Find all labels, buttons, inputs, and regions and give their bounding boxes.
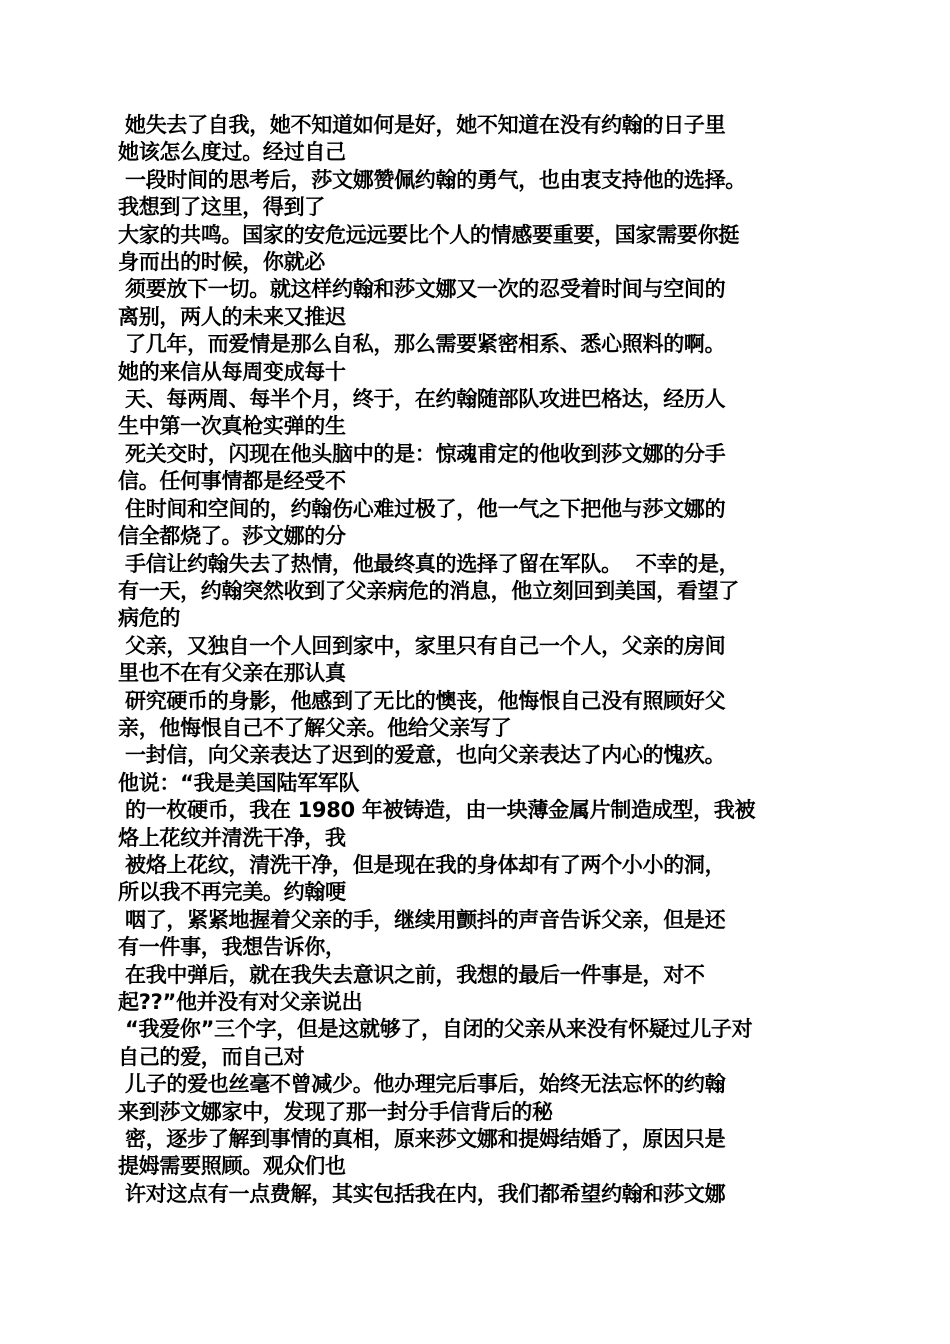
text-line: 病危的 xyxy=(118,606,181,631)
text-line: 咽了，紧紧地握着父亲的手，继续用颤抖的声音告诉父亲，但是还 xyxy=(118,907,726,932)
text-line: 父亲，又独自一个人回到家中，家里只有自己一个人，父亲的房间 xyxy=(118,633,726,658)
text-line: 他说：“我是美国陆军军队 xyxy=(118,770,360,795)
text-line: 了几年，而爱情是那么自私，那么需要紧密相系、悉心照料的啊。 xyxy=(118,332,726,357)
text-line: 信全都烧了。莎文娜的分 xyxy=(118,524,346,549)
text-line: 她该怎么度过。经过自己 xyxy=(118,140,346,165)
text-line: 来到莎文娜家中，发现了那一封分手信背后的秘 xyxy=(118,1099,553,1124)
text-line: 她失去了自我，她不知道如何是好，她不知道在没有约翰的日子里 xyxy=(118,113,726,137)
text-line: 住时间和空间的，约翰伤心难过极了，他一气之下把他与莎文娜的 xyxy=(118,496,726,521)
text-line: 有一天，约翰突然收到了父亲病危的消息，他立刻回到美国，看望了 xyxy=(118,578,739,603)
text-line: 在我中弹后，就在我失去意识之前，我想的最后一件事是，对不 xyxy=(118,962,705,987)
text-line: 生中第一次真枪实弹的生 xyxy=(118,414,346,439)
text-line: “我爱你”三个字，但是这就够了，自闭的父亲从来没有怀疑过儿子对 xyxy=(118,1017,753,1042)
text-line: 我想到了这里，得到了 xyxy=(118,195,325,220)
text-line: 离别，两人的未来又推迟 xyxy=(118,304,346,329)
text-line: 许对这点有一点费解，其实包括我在内，我们都希望约翰和莎文娜 xyxy=(118,1181,726,1206)
text-line: 有一件事，我想告诉你， xyxy=(118,935,346,960)
text-line: 须要放下一切。就这样约翰和莎文娜又一次的忍受着时间与空间的 xyxy=(118,277,726,302)
text-line: 死关交时，闪现在他头脑中的是：惊魂甫定的他收到莎文娜的分手 xyxy=(118,441,726,466)
text-line: 烙上花纹并清洗干净，我 xyxy=(118,825,346,850)
text-line: 提姆需要照顾。观众们也 xyxy=(118,1154,346,1179)
text-line: 一段时间的思考后，莎文娜赞佩约翰的勇气，也由衷支持他的选择。 xyxy=(118,167,747,192)
text-line: 被烙上花纹，清洗干净，但是现在我的身体却有了两个小小的洞， xyxy=(118,852,726,877)
text-line: 手信让约翰失去了热情，他最终真的选择了留在军队。 不幸的是， xyxy=(118,551,740,576)
text-line: 研究硬币的身影，他感到了无比的懊丧，他悔恨自己没有照顾好父 xyxy=(118,688,726,713)
text-line: 大家的共鸣。国家的安危远远要比个人的情感要重要，国家需要你挺 xyxy=(118,222,739,247)
text-line: 里也不在有父亲在那认真 xyxy=(118,661,346,686)
text-line: 她的来信从每周变成每十 xyxy=(118,359,346,384)
text-line: 天、每两周、每半个月，终于，在约翰随部队攻进巴格达，经历人 xyxy=(118,387,726,412)
body-text xyxy=(118,112,838,1208)
text-line: 自己的爱，而自己对 xyxy=(118,1044,305,1069)
text-line: 的一枚硬币，我在 1980 年被铸造，由一块薄金属片制造成型，我被 xyxy=(118,798,756,823)
text-line: 信。任何事情都是经受不 xyxy=(118,469,346,494)
text-line: 密，逐步了解到事情的真相，原来莎文娜和提姆结婚了，原因只是 xyxy=(118,1127,726,1152)
text-line: 身而出的时候，你就必 xyxy=(118,250,325,275)
text-line: 一封信，向父亲表达了迟到的爱意，也向父亲表达了内心的愧疚。 xyxy=(118,743,726,768)
text-line: 起??”他并没有对父亲说出 xyxy=(118,990,363,1014)
text-line: 儿子的爱也丝毫不曾减少。他办理完后事后，始终无法忘怀的约翰 xyxy=(118,1072,726,1097)
text-line: 所以我不再完美。约翰哽 xyxy=(118,880,346,905)
text-line: 亲，他悔恨自己不了解父亲。他给父亲写了 xyxy=(118,715,512,740)
